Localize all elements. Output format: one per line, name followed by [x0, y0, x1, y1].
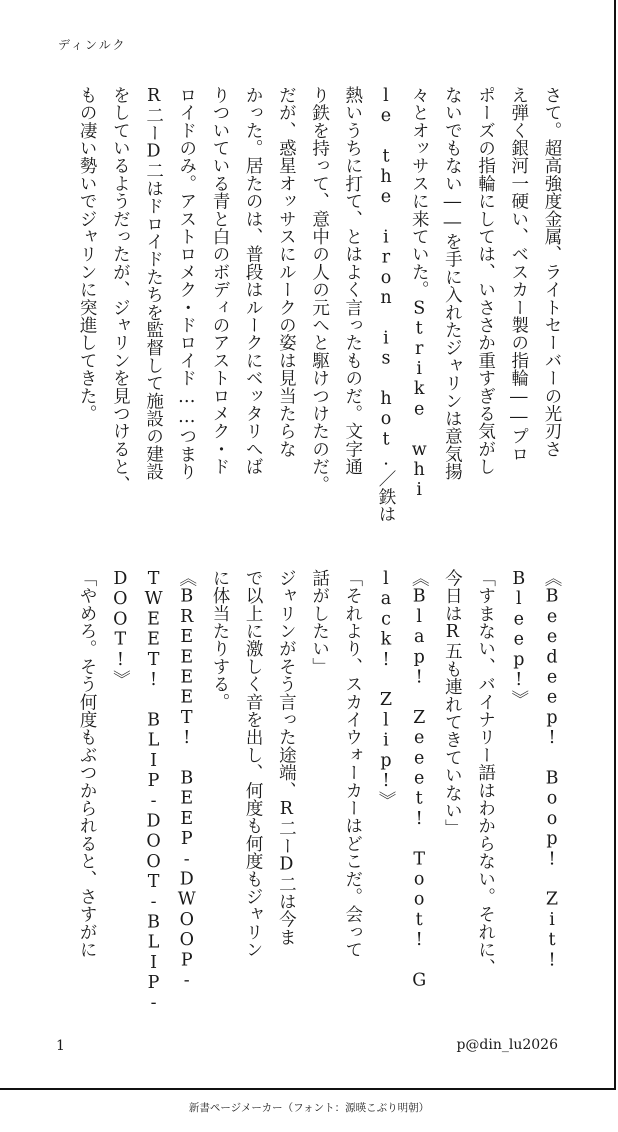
text-line: DOOT!》	[110, 569, 131, 688]
text-line: 《Blap! Zeeet! Toot! G	[409, 569, 430, 991]
text-line: 話がしたい」	[309, 569, 330, 676]
text-line: ポーズの指輪にしては、いささか重すぎる気がし	[475, 86, 496, 476]
text-line: 《Beedeep! Boop! Zit!	[542, 569, 562, 971]
page-header-title: ディンルク	[58, 38, 127, 52]
text-line: かった。居たのは、普段はルークにベッタリへば	[243, 86, 264, 476]
text-line: 熱いうちに打て、とはよく言ったものだ。文字通	[342, 86, 363, 476]
page-number: 1	[56, 1038, 65, 1054]
text-line: ないでもない――を手に入れたジャリンは意気揚	[442, 86, 463, 481]
text-line: りついている青と白のボディのアストロメク・ド	[209, 86, 230, 476]
lower-text-block	[70, 569, 568, 1014]
text-line: le the iron is hot.／鉄は	[375, 86, 396, 523]
text-line: TWEET! BLIP-DOOT-BLIP-	[143, 569, 164, 1014]
text-line: 「それより、スカイウォーカーはどこだ。会って	[342, 569, 363, 959]
text-line: もの凄い勢いでジャリンに突進してきた。	[77, 86, 98, 423]
text-line: Bleep!》	[508, 569, 529, 708]
text-line: さて。超高強度金属、ライトセーバーの光刃さ	[542, 86, 562, 458]
text-line: ロイドのみ。アストロメク・ドロイド……つまり	[176, 86, 197, 481]
text-line: 々とオッサスに来ていた。Strike whi	[409, 86, 430, 501]
author-credit: p@din_lu2026	[456, 1037, 558, 1053]
text-line: で以上に激しく音を出し、何度も何度もジャリン	[243, 569, 264, 959]
text-line: 《BREEEET! BEEP-DWOOP-	[176, 569, 197, 991]
text-line: lack! Zlip!》	[375, 569, 396, 809]
text-line: ジャリンがそう言った途端、R二ーD二は今ま	[276, 569, 297, 946]
text-line: に体当たりする。	[209, 569, 230, 711]
text-line: をしているようだったが、ジャリンを見つけると、	[110, 86, 131, 494]
text-line: R二ーD二はドロイドたちを監督して施設の建設	[143, 86, 164, 481]
text-line: り鉄を持って、意中の人の元へと駆けつけたのだ。	[309, 86, 330, 494]
upper-text-block	[70, 86, 568, 541]
text-line: 「やめろ。そう何度もぶつかられると、さすがに	[77, 569, 98, 959]
text-line: え弾く銀河一硬い、ベスカー製の指輪――プロ	[508, 86, 529, 463]
generator-credit: 新書ページメーカー（フォント：源暎こぶり明朝）	[188, 1102, 430, 1114]
text-line: 「すまない、バイナリー語はわからない。それに、	[475, 569, 496, 977]
text-line: 今日はR五も連れてきていない」	[442, 569, 463, 837]
text-line: だが、惑星オッサスにルークの姿は見当たらな	[276, 86, 297, 458]
